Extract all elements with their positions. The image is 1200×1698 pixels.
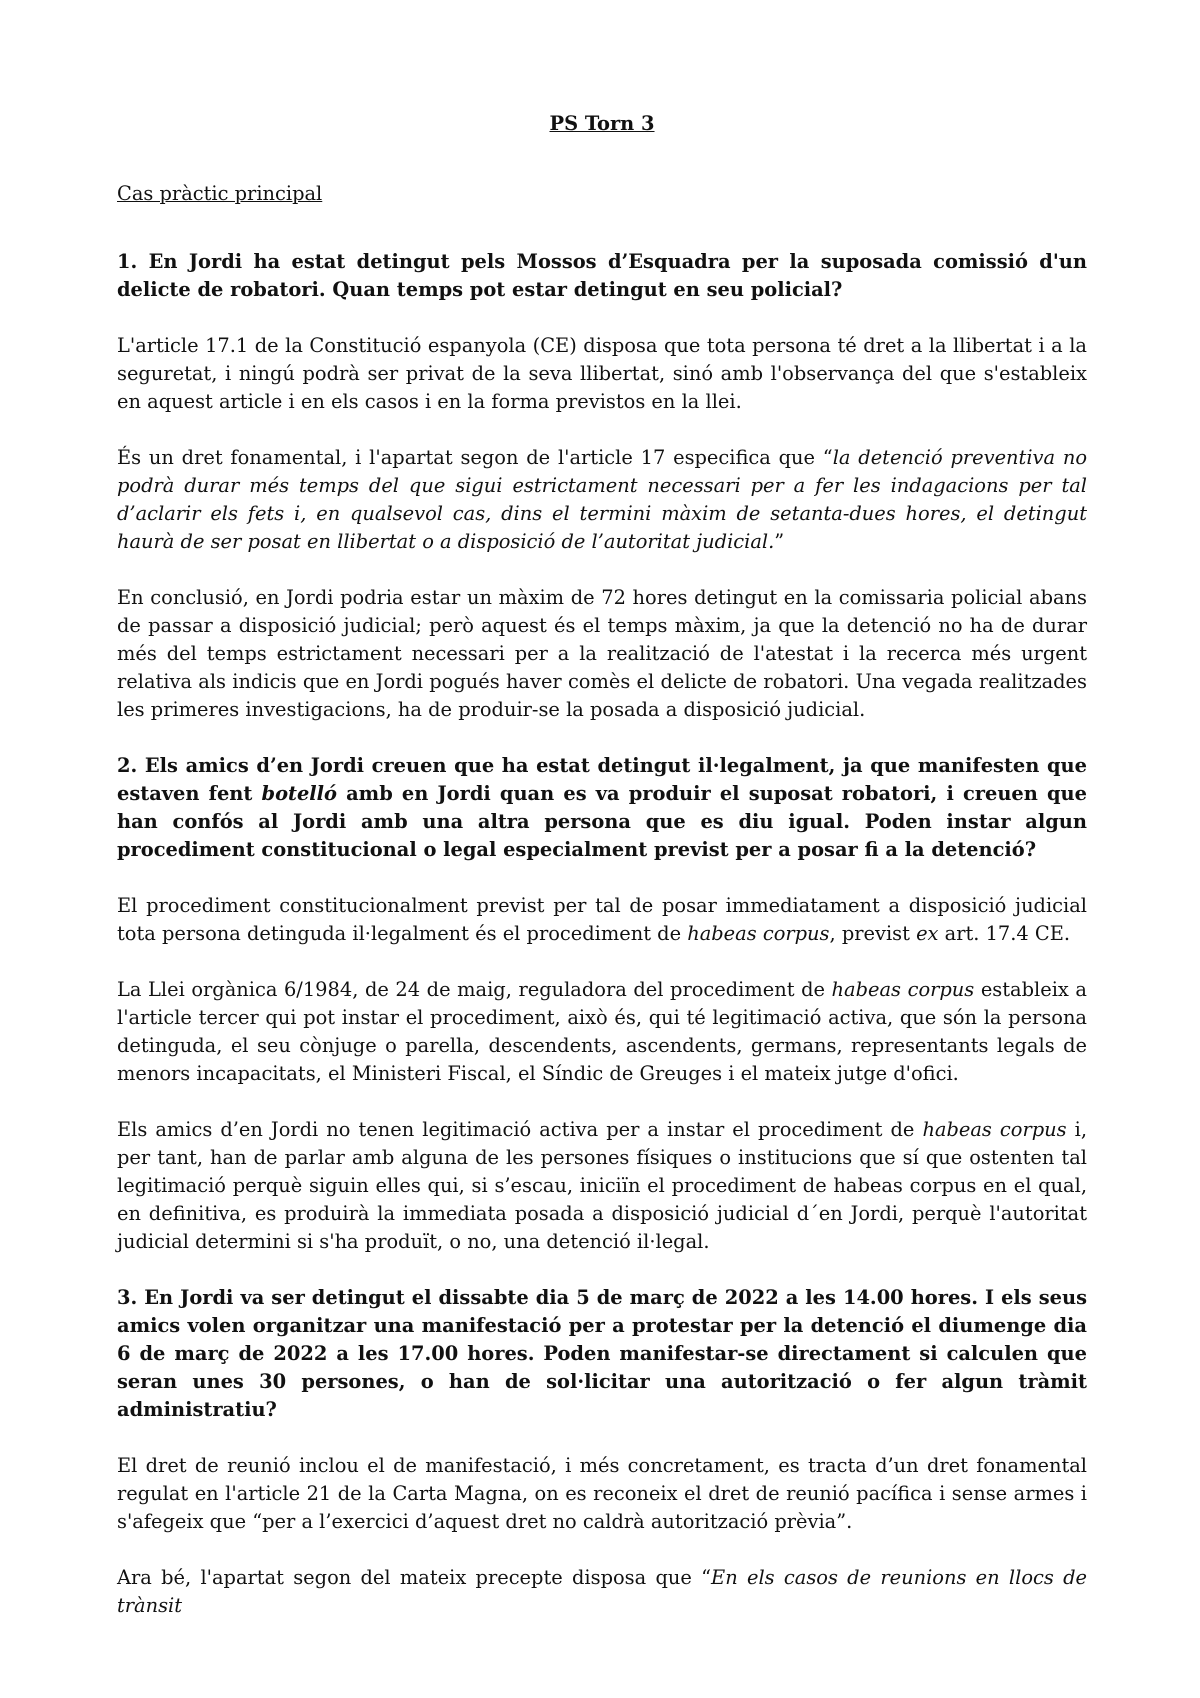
question-2-italic: botelló <box>261 782 337 805</box>
answer-2-paragraph-1-c: art. 17.4 CE. <box>938 922 1071 945</box>
answer-2-paragraph-2-b: estableix a l'article tercer qui pot instar el procediment, això és, qui té legitimació activa, que són la persona detinguda, el seu cònjuge o parella, descendents, ascendents, germans, representants legals de menors incapacitats, el Ministeri Fiscal, el Síndic de Greuges i el mateix jutge d'ofici. <box>117 978 1087 1085</box>
answer-2-paragraph-3-italic: habeas corpus <box>922 1118 1067 1141</box>
answer-2-paragraph-1-italic-2: ex <box>916 922 939 945</box>
answer-3-paragraph-2 <box>117 1564 1087 1620</box>
answer-2-paragraph-1-a: El procediment constitucionalment previst per tal de posar immediatament a disposició judicial tota persona detinguda il·legalment és el procediment de <box>117 894 1087 945</box>
answer-1-paragraph-1: L'article 17.1 de la Constitució espanyola (CE) disposa que tota persona té dret a la llibertat i a la seguretat, i ningú podrà ser privat de la seva llibertat, sinó amb l'observança del que s'estableix en aquest article i en els casos i en la forma previstos en la llei. <box>117 334 1087 413</box>
question-3: 3. En Jordi va ser detingut el dissabte dia 5 de març de 2022 a les 14.00 hores. I els seus amics volen organitzar una manifestació per a protestar per la detenció el diumenge dia 6 de març de 2022 a les 17.00 hores. Poden manifestar-se directament si calculen que seran unes 30 persones, o han de sol·licitar una autorització o fer algun tràmit administratiu? <box>117 1286 1087 1421</box>
answer-2-paragraph-2-italic: habeas corpus <box>831 978 975 1001</box>
answer-1-paragraph-2-lead: És un dret fonamental, i l'apartat segon de l'article 17 especifica que “ <box>117 446 833 469</box>
answer-2-paragraph-1-b: , previst <box>829 922 917 945</box>
answer-1-paragraph-2 <box>117 444 1087 556</box>
section-subtitle: Cas pràctic principal <box>117 182 323 205</box>
answer-2-paragraph-1-italic-1: habeas corpus <box>687 922 830 945</box>
question-2 <box>117 752 1087 864</box>
answer-2-paragraph-1 <box>117 892 1087 948</box>
answer-2-paragraph-3 <box>117 1116 1087 1256</box>
answer-3-paragraph-1: El dret de reunió inclou el de manifestació, i més concretament, es tracta d’un dret fonamental regulat en l'article 21 de la Carta Magna, on es reconeix el dret de reunió pacífica i sense armes i s'afegeix que “per a l’exercici d’aquest dret no caldrà autorització prèvia”. <box>117 1454 1087 1533</box>
question-2-rest: amb en Jordi quan es va produir el suposat robatori, i creuen que han confós al Jordi amb una altra persona que es diu igual. Poden instar algun procediment constitucional o legal especialment previst per a posar fi a la detenció? <box>117 782 1087 861</box>
answer-2-paragraph-3-a: Els amics d’en Jordi no tenen legitimació activa per a instar el procediment de <box>117 1118 923 1141</box>
answer-1-paragraph-3: En conclusió, en Jordi podria estar un màxim de 72 hores detingut en la comissaria policial abans de passar a disposició judicial; però aquest és el temps màxim, ja que la detenció no ha de durar més del temps estrictament necessari per a la realització de l'atestat i la recerca més urgent relativa als indicis que en Jordi pogués haver comès el delicte de robatori. Una vegada realitzades les primeres investigacions, ha de produir-se la posada a disposició judicial. <box>117 586 1087 721</box>
document-title: PS Torn 3 <box>549 112 655 135</box>
answer-3-paragraph-2-italic: En els casos de reunions en llocs de trànsit <box>117 1566 1087 1617</box>
answer-2-paragraph-3-b: i, per tant, han de parlar amb alguna de les persones físiques o institucions que sí que ostenten tal legitimació perquè siguin elles qui, si s’escau, iniciïn el procediment de habeas corpus en el qual, en definitiva, es produirà la immediata posada a disposició judicial d´en Jordi, perquè l'autoritat judicial determini si s'ha produït, o no, una detenció il·legal. <box>117 1118 1087 1253</box>
answer-2-paragraph-2-a: La Llei orgànica 6/1984, de 24 de maig, reguladora del procediment de <box>117 978 832 1001</box>
question-2-lead: 2. Els amics d’en Jordi creuen que ha estat detingut il·legalment, ja que manifesten que estaven fent <box>117 754 1087 805</box>
answer-1-paragraph-2-close: ” <box>774 530 785 553</box>
answer-1-paragraph-2-quote: la detenció preventiva no podrà durar més temps del que sigui estrictament necessari per a fer les indagacions per tal d’aclarir els fets i, en qualsevol cas, dins el termini màxim de setanta-dues hores, el detingut haurà de ser posat en llibertat o a disposició de l’autoritat judicial. <box>117 446 1087 553</box>
answer-2-paragraph-2 <box>117 976 1087 1088</box>
answer-3-paragraph-2-lead: Ara bé, l'apartat segon del mateix precepte disposa que “ <box>117 1566 712 1589</box>
question-1: 1. En Jordi ha estat detingut pels Mossos d’Esquadra per la suposada comissió d'un delicte de robatori. Quan temps pot estar detingut en seu policial? <box>117 250 1087 301</box>
document-page <box>117 110 1087 1620</box>
